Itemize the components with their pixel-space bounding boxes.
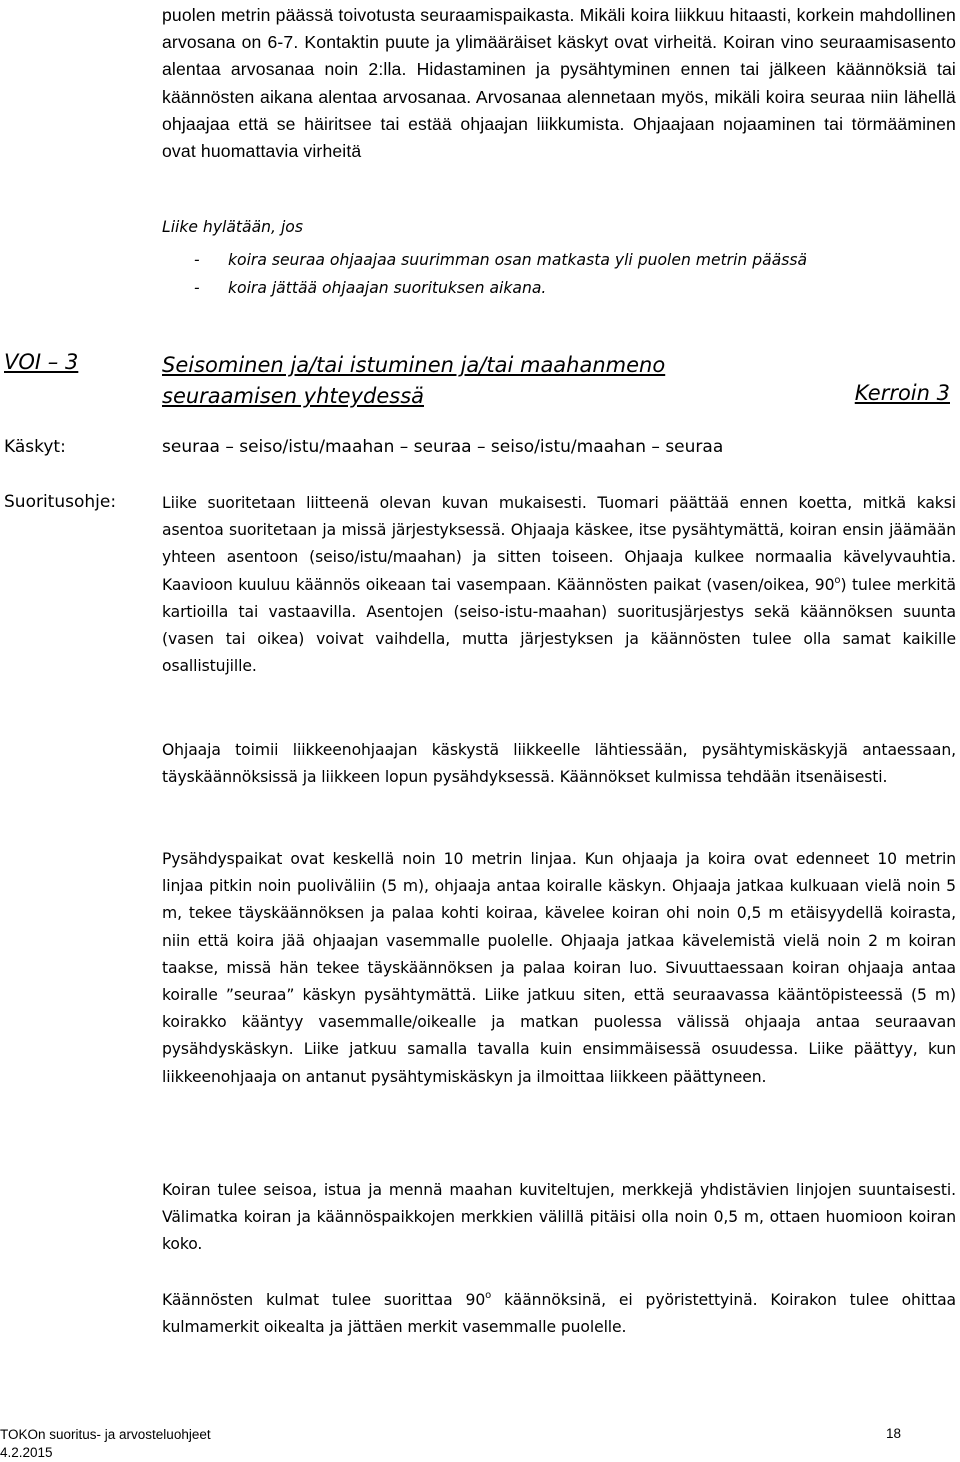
instructions-paragraph-5: Käännösten kulmat tulee suorittaa 90$^o$ käännöksinä, ei pyöristettyinä. Koirakon tulee ohittaa kulmamerkit oikealta ja jättäen merkit vasemmalle puolelle.	[162, 1290, 957, 1337]
footer-date: 4.2.2015	[0, 1445, 53, 1460]
commands-label: Käskyt:	[4, 437, 66, 457]
intro-paragraph	[162, 2, 956, 165]
intro-text-2: Arvosanaa alennetaan myös, mikäli koira seuraa niin lähellä ohjaajaa että se häiritsee tai estää ohjaajan liikkumista.	[162, 86, 956, 134]
exercise-title-line1: Seisominen ja/tai istuminen ja/tai maahanmeno	[162, 353, 666, 377]
rejection-heading: Liike hylätään, jos	[162, 218, 303, 236]
footer-doc-title: TOKOn suoritus- ja arvosteluohjeet	[0, 1427, 211, 1442]
exercise-coefficient: Kerroin 3	[854, 381, 950, 405]
rejection-list	[162, 246, 956, 302]
intro-text-3: Ohjaajaan nojaaminen tai törmääminen ovat huomattavia virheitä	[162, 113, 956, 162]
exercise-number: VOI – 3	[4, 350, 79, 374]
footer-left	[0, 1426, 211, 1462]
list-dash: -	[194, 251, 200, 269]
rejection-item	[162, 274, 956, 302]
page-number: 18	[886, 1426, 902, 1441]
instructions-paragraph-1: Liike suoritetaan liitteenä olevan kuvan mukaisesti. Tuomari päättää ennen koetta, mitkä kaksi asentoa suoritetaan ja missä järjestyksessä. Ohjaaja käskee, itse pysähtymättä, koiran ensin jäämään yhteen asentoon (seiso/istu/maahan) ja sitten toiseen. Ohjaaja kulkee normaalia kävelyvauhtia. Kaavioon kuuluu käännös oikeaan tai vasempaan. Käännösten paikat (vasen/oikea, 90$^o$) tulee merkitä kartioilla tai vastaavilla. Asentojen (seiso-istu-maahan) suoritusjärjestys sekä käännöksen suunta (vasen tai oikea) voivat vaihdella, mutta järjestyksen ja käännösten tulee olla samat kaikille osallistujille.	[162, 494, 956, 676]
instructions-label: Suoritusohje:	[4, 492, 117, 512]
exercise-title	[162, 350, 956, 412]
intro-text-1: puolen metrin päässä toivotusta seuraamispaikasta. Mikäli koira liikkuu hitaasti, korkein mahdollinen arvosana on 6-7. Kontaktin puute ja ylimääräiset käskyt ovat virheitä. Koiran vino seuraamisasento alentaa arvosanaa noin 2:lla. Hidastaminen ja pysähtyminen ennen tai jälkeen käännöksiä tai käännösten aikana alentaa arvosanaa.	[162, 5, 956, 107]
list-dash: -	[194, 279, 200, 297]
rejection-item-text: koira jättää ohjaajan suorituksen aikana.	[228, 279, 547, 297]
rejection-item	[162, 246, 956, 274]
instructions-paragraph-4: Koiran tulee seisoa, istua ja mennä maahan kuviteltujen, merkkejä yhdistävien linjojen suuntaisesti. Välimatka koiran ja käännöspaikkojen merkkien välillä pitäisi olla noin 0,5 m, ottaen huomioon koiran koko.	[162, 1181, 956, 1254]
exercise-title-line2: seuraamisen yhteydessä	[162, 384, 424, 408]
instructions-paragraph-3: Pysähdyspaikat ovat keskellä noin 10 metrin linjaa. Kun ohjaaja ja koira ovat edenneet 10 metrin linjaa pitkin noin puoliväliin (5 m), ohjaaja antaa koiralle käskyn. Ohjaaja jatkaa kulkuaan vielä noin 5 m, tekee täyskäännöksen ja palaa kohti koiraa, kävelee koiran ohi noin 0,5 m etäisyydellä koirasta, niin että koira jää ohjaajan vasemmalle puolelle. Ohjaaja jatkaa kävelemistä vielä noin 2 m koiran taakse, missä hän tekee täyskäännöksen ja palaa koiran luo. Sivuuttaessaan koiran ohjaaja antaa koiralle ”seuraa” käskyn pysähtymättä. Liike jatkuu siten, että seuraavassa kääntöpisteessä (5 m) koirakko kääntyy vasemmalle/oikealle ja matkan puolessa välissä ohjaaja antaa seuraavan pysähdyskäskyn. Liike jatkuu samalla tavalla kuin ensimmäisessä osuudessa. Liike päättyy, kun liikkeenohjaaja on antanut pysähtymiskäskyn ja ilmoittaa liikkeen päättyneen.	[162, 850, 956, 1086]
commands-value: seuraa – seiso/istu/maahan – seuraa – seiso/istu/maahan – seuraa	[162, 437, 724, 457]
instructions-paragraph-2: Ohjaaja toimii liikkeenohjaajan käskystä liikkeelle lähtiessään, pysähtymiskäskyjä antaessaan, täyskäännöksissä ja liikkeen lopun pysähdyksessä. Käännökset kulmissa tehdään itsenäisesti.	[162, 741, 956, 787]
rejection-item-text: koira seuraa ohjaajaa suurimman osan matkasta yli puolen metrin päässä	[228, 251, 808, 269]
